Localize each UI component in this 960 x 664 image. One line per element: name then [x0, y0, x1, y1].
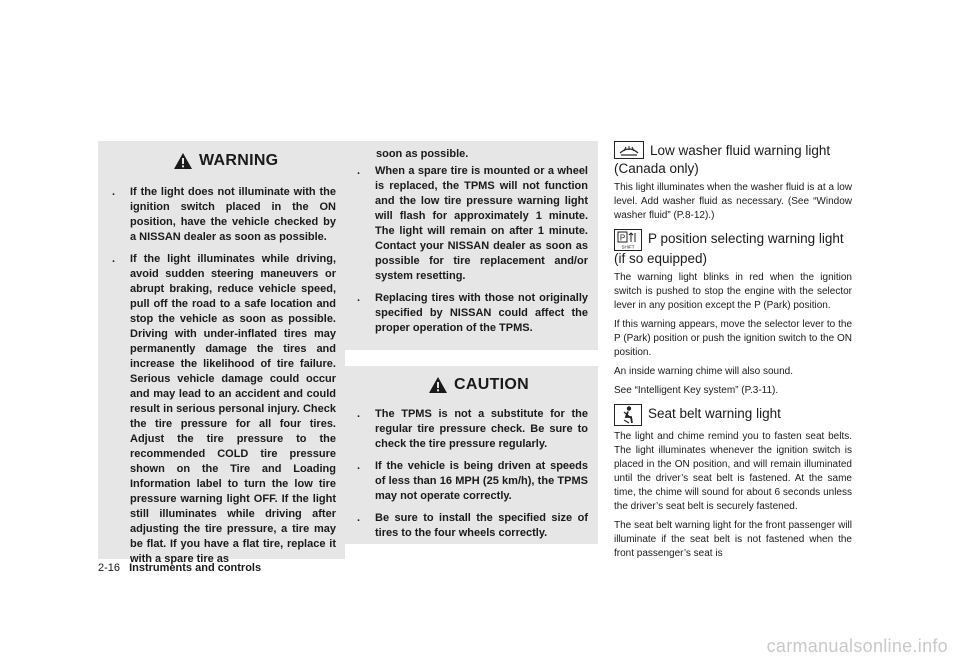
- warning-list: [108, 185, 336, 574]
- section-title: P position selecting warning light: [648, 231, 844, 246]
- section-title-line2-wrap: [614, 159, 852, 177]
- watermark: carmanualsonline.info: [766, 636, 948, 656]
- svg-text:P: P: [619, 233, 626, 243]
- section-washer-fluid: [614, 141, 852, 223]
- washer-fluid-icon: [614, 141, 644, 159]
- park-shift-icon: [614, 229, 642, 251]
- section-paragraph: This light illuminates when the washer fluid is at a low level. Add washer fluid as necessary. (See “Window washer fluid” (P.8-12).): [614, 182, 852, 221]
- page-number: 2-16: [98, 562, 121, 574]
- warning-heading: [173, 152, 278, 170]
- list-item: . The TPMS is not a substitute for the regular tire pressure check. Be sure to check the tire pressure regularly.: [357, 408, 588, 450]
- list-item: . Be sure to install the specified size of tires to the four wheels correctly.: [357, 512, 588, 539]
- section-title: Low washer fluid warning light: [650, 143, 831, 158]
- section-heading: [614, 229, 852, 251]
- section-paragraph: An inside warning chime will also sound.: [614, 366, 793, 377]
- section-paragraph: The seat belt warning light for the front passenger will illuminate if the seat belt is not fastened when the front passenger’s seat is: [614, 520, 852, 559]
- svg-text:SHIFT: SHIFT: [621, 244, 635, 250]
- section-title-line2: (if so equipped): [614, 251, 708, 266]
- section-paragraph: If this warning appears, move the selector lever to the P (Park) position or push the ignition switch to the ON position.: [614, 319, 852, 358]
- section-title-line2-wrap: [614, 249, 852, 267]
- footer-section-title: Instruments and controls: [129, 562, 262, 574]
- section-seat-belt: [614, 404, 852, 561]
- page-footer: [98, 562, 261, 574]
- caution-heading: [428, 376, 529, 394]
- section-paragraph: The light and chime remind you to fasten seat belts. The light illuminates whenever the ignition switch is placed in the ON position, and will remain illuminated until the driver’s seat belt is fastened. At the same time, the chime will sound for about 6 seconds unless the driver’s seat belt is securely fastened.: [614, 431, 852, 512]
- seat-belt-icon: [614, 404, 642, 426]
- caution-triangle-icon: [428, 376, 448, 394]
- caution-title: CAUTION: [454, 376, 529, 393]
- list-item: . Replacing tires with those not originally specified by NISSAN could affect the proper operation of the TPMS.: [357, 292, 588, 334]
- list-item: . If the light does not illuminate with the ignition switch placed in the ON position, have the vehicle checked by a NISSAN dealer as soon as possible.: [112, 186, 336, 243]
- section-paragraph: The warning light blinks in red when the ignition switch is pushed to stop the engine with the selector lever in any position except the P (Park) position.: [614, 272, 852, 311]
- section-p-position: [614, 229, 852, 398]
- warning-list-2: [353, 164, 588, 343]
- section-title: Seat belt warning light: [648, 406, 781, 421]
- section-heading: [614, 141, 852, 159]
- section-title-line2: (Canada only): [614, 161, 699, 176]
- list-item: . If the vehicle is being driven at speeds of less than 16 MPH (25 km/h), the TPMS may not operate correctly.: [357, 460, 588, 502]
- list-item: . When a spare tire is mounted or a wheel is replaced, the TPMS will not function and the low tire pressure warning light will flash for approximately 1 minute. The light will remain on after 1 minute. Contact your NISSAN dealer as soon as possible for tire replacement and/or system resetting.: [357, 165, 588, 282]
- warning-continued-text: soon as possible.: [376, 148, 469, 160]
- caution-list: [353, 407, 588, 548]
- section-paragraph: See “Intelligent Key system” (P.3-11).: [614, 385, 779, 396]
- warning-lights-column: [614, 141, 852, 566]
- section-heading: [614, 404, 852, 426]
- list-item: . If the light illuminates while driving, avoid sudden steering maneuvers or abrupt braking, reduce vehicle speed, pull off the road to a safe location and stop the vehicle as soon as possible. Driving with under-inflated tires may permanently damage the tires and increase the likelihood of tire failure. Serious vehicle damage could occur and may lead to an accident and could result in serious personal injury. Check the tire pressure for all four tires. Adjust the tire pressure to the recommended COLD tire pressure shown on the Tire and Loading Information label to turn the low tire pressure warning light OFF. If the light still illuminates while driving after adjusting the tire pressure, a tire may be flat. If you have a flat tire, replace it with a spare tire as: [112, 253, 336, 565]
- warning-title: WARNING: [199, 152, 279, 169]
- warning-triangle-icon: [173, 152, 193, 170]
